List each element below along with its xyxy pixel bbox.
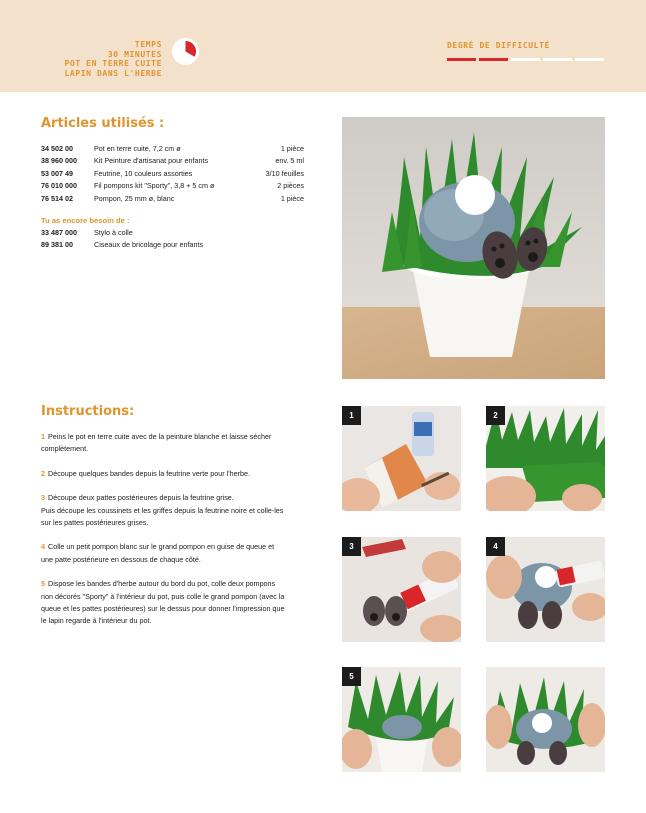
step-badge-2: 2	[486, 406, 505, 425]
project-title: LAPIN DANS L'HERBE	[64, 68, 162, 78]
article-description: Fil pompons kit "Sporty", 3,8 + 5 cm ø	[94, 181, 215, 191]
main-photo-rabbit-pot	[342, 117, 605, 379]
article-row	[41, 155, 304, 167]
article-quantity: 1 pièce	[280, 193, 304, 203]
article-quantity: 2 pièces	[277, 181, 304, 191]
instructions-heading: Instructions:	[41, 404, 135, 419]
header-info	[65, 40, 163, 78]
article-quantity: 1 pièce	[280, 144, 304, 153]
clock-icon	[172, 38, 199, 65]
needs-description: Ciseaux de bricolage pour enfants	[94, 240, 204, 250]
instructions-list	[41, 431, 303, 640]
article-description: Pompon, 25 mm ø, blanc	[94, 193, 175, 203]
difficulty-bar	[543, 58, 572, 61]
header-band	[0, 0, 646, 92]
step-badge-1: 1	[342, 406, 361, 425]
needs-heading: Tu as encore besoin de :	[41, 216, 130, 225]
step-text: Peins le pot en terre cuite avec de la peinture blanche et laisse sécher	[48, 432, 272, 441]
needs-row	[41, 239, 304, 251]
needs-row	[41, 227, 304, 239]
step-line	[41, 541, 303, 553]
step-line	[41, 517, 303, 529]
time-value: 30 MINUTES	[107, 49, 162, 59]
step-text: queue et les pattes postérieures) sur le dessus pour donner l'impression que	[41, 604, 285, 614]
difficulty-bar	[575, 58, 604, 61]
step-badge-3: 3	[342, 537, 361, 556]
step-line	[41, 431, 303, 443]
instruction-step	[41, 541, 303, 566]
step-photo-2	[486, 406, 605, 511]
step-number: 5	[41, 579, 45, 589]
step-text: Colle un petit pompon blanc sur le grand pompon en guise de queue et	[48, 542, 275, 552]
step-line	[41, 492, 303, 504]
step-line	[41, 591, 303, 603]
needs-list	[41, 227, 304, 252]
article-code: 38 960 000	[41, 156, 77, 166]
step-text: sur les pattes postérieures grises.	[41, 518, 149, 528]
article-row	[41, 193, 304, 205]
difficulty-label: DEGRÉ DE DIFFICULTÉ	[447, 41, 550, 50]
time-label: TEMPS	[134, 40, 162, 49]
needs-description: Stylo à colle	[94, 228, 133, 237]
needs-code: 89 381 00	[41, 240, 73, 250]
articles-heading: Articles utilisés :	[41, 116, 165, 131]
article-quantity: env. 5 ml	[275, 156, 304, 166]
step-text: une patte postérieure en dessous de chaque côté.	[41, 554, 201, 564]
step-number: 1	[41, 432, 45, 441]
step-line	[41, 603, 303, 615]
article-row	[41, 143, 304, 155]
article-quantity: 3/10 feuilles	[265, 168, 304, 178]
instruction-step	[41, 431, 303, 456]
article-row	[41, 168, 304, 180]
article-code: 76 514 02	[41, 193, 73, 203]
article-row	[41, 180, 304, 192]
instruction-step	[41, 578, 303, 628]
step-photo-3	[342, 537, 461, 642]
step-photo-4	[486, 537, 605, 642]
step-line	[41, 468, 303, 480]
step-text: non décorés "Sporty" à l'intérieur du pot, puis colle le grand pompon (avec la	[41, 591, 285, 601]
difficulty-bar	[511, 58, 540, 61]
article-code: 34 502 00	[41, 144, 73, 153]
instruction-step	[41, 468, 303, 480]
step-text: Découpe quelques bandes depuis la feutrine verte pour l'herbe.	[48, 468, 250, 478]
instruction-step	[41, 492, 303, 529]
step-line	[41, 615, 303, 627]
step-number: 3	[41, 493, 45, 503]
step-line	[41, 443, 303, 455]
step-photo-1	[342, 406, 461, 511]
step-badge-4: 4	[486, 537, 505, 556]
difficulty-bar	[447, 58, 476, 61]
step-line	[41, 554, 303, 566]
difficulty-bars	[447, 58, 605, 61]
step-text: Découpe deux pattes postérieures depuis la feutrine grise.	[48, 493, 234, 503]
step-photo-6	[486, 667, 605, 772]
needs-code: 33 487 000	[41, 228, 77, 237]
step-text: complètement.	[41, 444, 89, 454]
step-line	[41, 578, 303, 590]
material-label: POT EN TERRE CUITE	[64, 59, 162, 68]
article-code: 76 010 000	[41, 181, 77, 191]
difficulty-bar	[479, 58, 508, 61]
step-text: Puis découpe les coussinets et les griffes depuis la feutrine noire et colle-les	[41, 505, 284, 515]
article-description: Pot en terre cuite, 7,2 cm ø	[94, 144, 181, 153]
step-photo-5	[342, 667, 461, 772]
article-code: 53 007 49	[41, 168, 73, 178]
step-text: le lapin regarde à l'intérieur du pot.	[41, 616, 152, 626]
step-number: 4	[41, 542, 45, 552]
step-badge-5: 5	[342, 667, 361, 686]
article-description: Kit Peinture d'artisanat pour enfants	[94, 156, 209, 166]
step-line	[41, 505, 303, 517]
article-description: Feutrine, 10 couleurs assorties	[94, 168, 193, 178]
articles-list	[41, 143, 304, 205]
step-text: Dispose les bandes d'herbe autour du bord du pot, colle deux pompons	[48, 579, 276, 589]
step-number: 2	[41, 468, 45, 478]
difficulty-block	[447, 41, 605, 61]
